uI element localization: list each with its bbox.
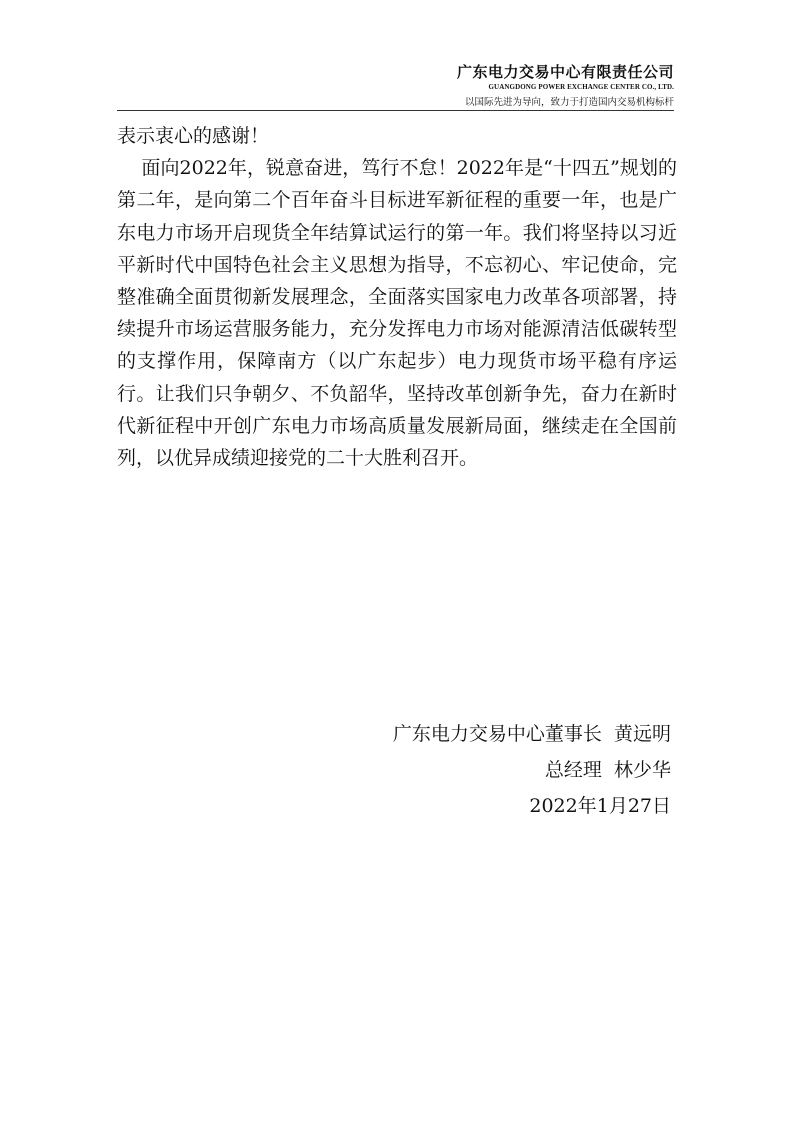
- company-name-en: GUANGDONG POWER EXCHANGE CENTER CO., LTD.: [488, 83, 674, 91]
- signature-date: 2022年1月27日: [529, 795, 671, 817]
- signature-block: [393, 716, 671, 824]
- letter-body: [117, 120, 677, 474]
- signature-chairman: 广东电力交易中心董事长 黄远明: [392, 723, 671, 745]
- paragraph-outlook-2022: 面向2022年，锐意奋进，笃行不怠！2022年是“十四五”规划的第二年，是向第二个百年奋斗目标进军新征程的重要一年，也是广东电力市场开启现货全年结算试运行的第一年。我们将坚持以习近平新时代中国特色社会主义思想为指导，不忘初心、牢记使命，完整准确全面贯彻新发展理念，全面落实国家电力改革各项部署，持续提升市场运营服务能力，充分发挥电力市场对能源清洁低碳转型的支撑作用，保障南方（以广东起步）电力现货市场平稳有序运行。让我们只争朝夕、不负韶华，坚持改革创新争先，奋力在新时代新征程中开创广东电力市场高质量发展新局面，继续走在全国前列，以优异成绩迎接党的二十大胜利召开。: [117, 157, 677, 470]
- paragraph-closing-thanks: 表示衷心的感谢！: [117, 125, 270, 147]
- signature-general-manager: 总经理 林少华: [544, 759, 671, 781]
- page-header: [117, 58, 674, 111]
- company-name-cn: 广东电力交易中心有限责任公司: [456, 63, 674, 81]
- company-slogan: 以国际先进为导向，致力于打造国内交易机构标杆: [464, 97, 674, 108]
